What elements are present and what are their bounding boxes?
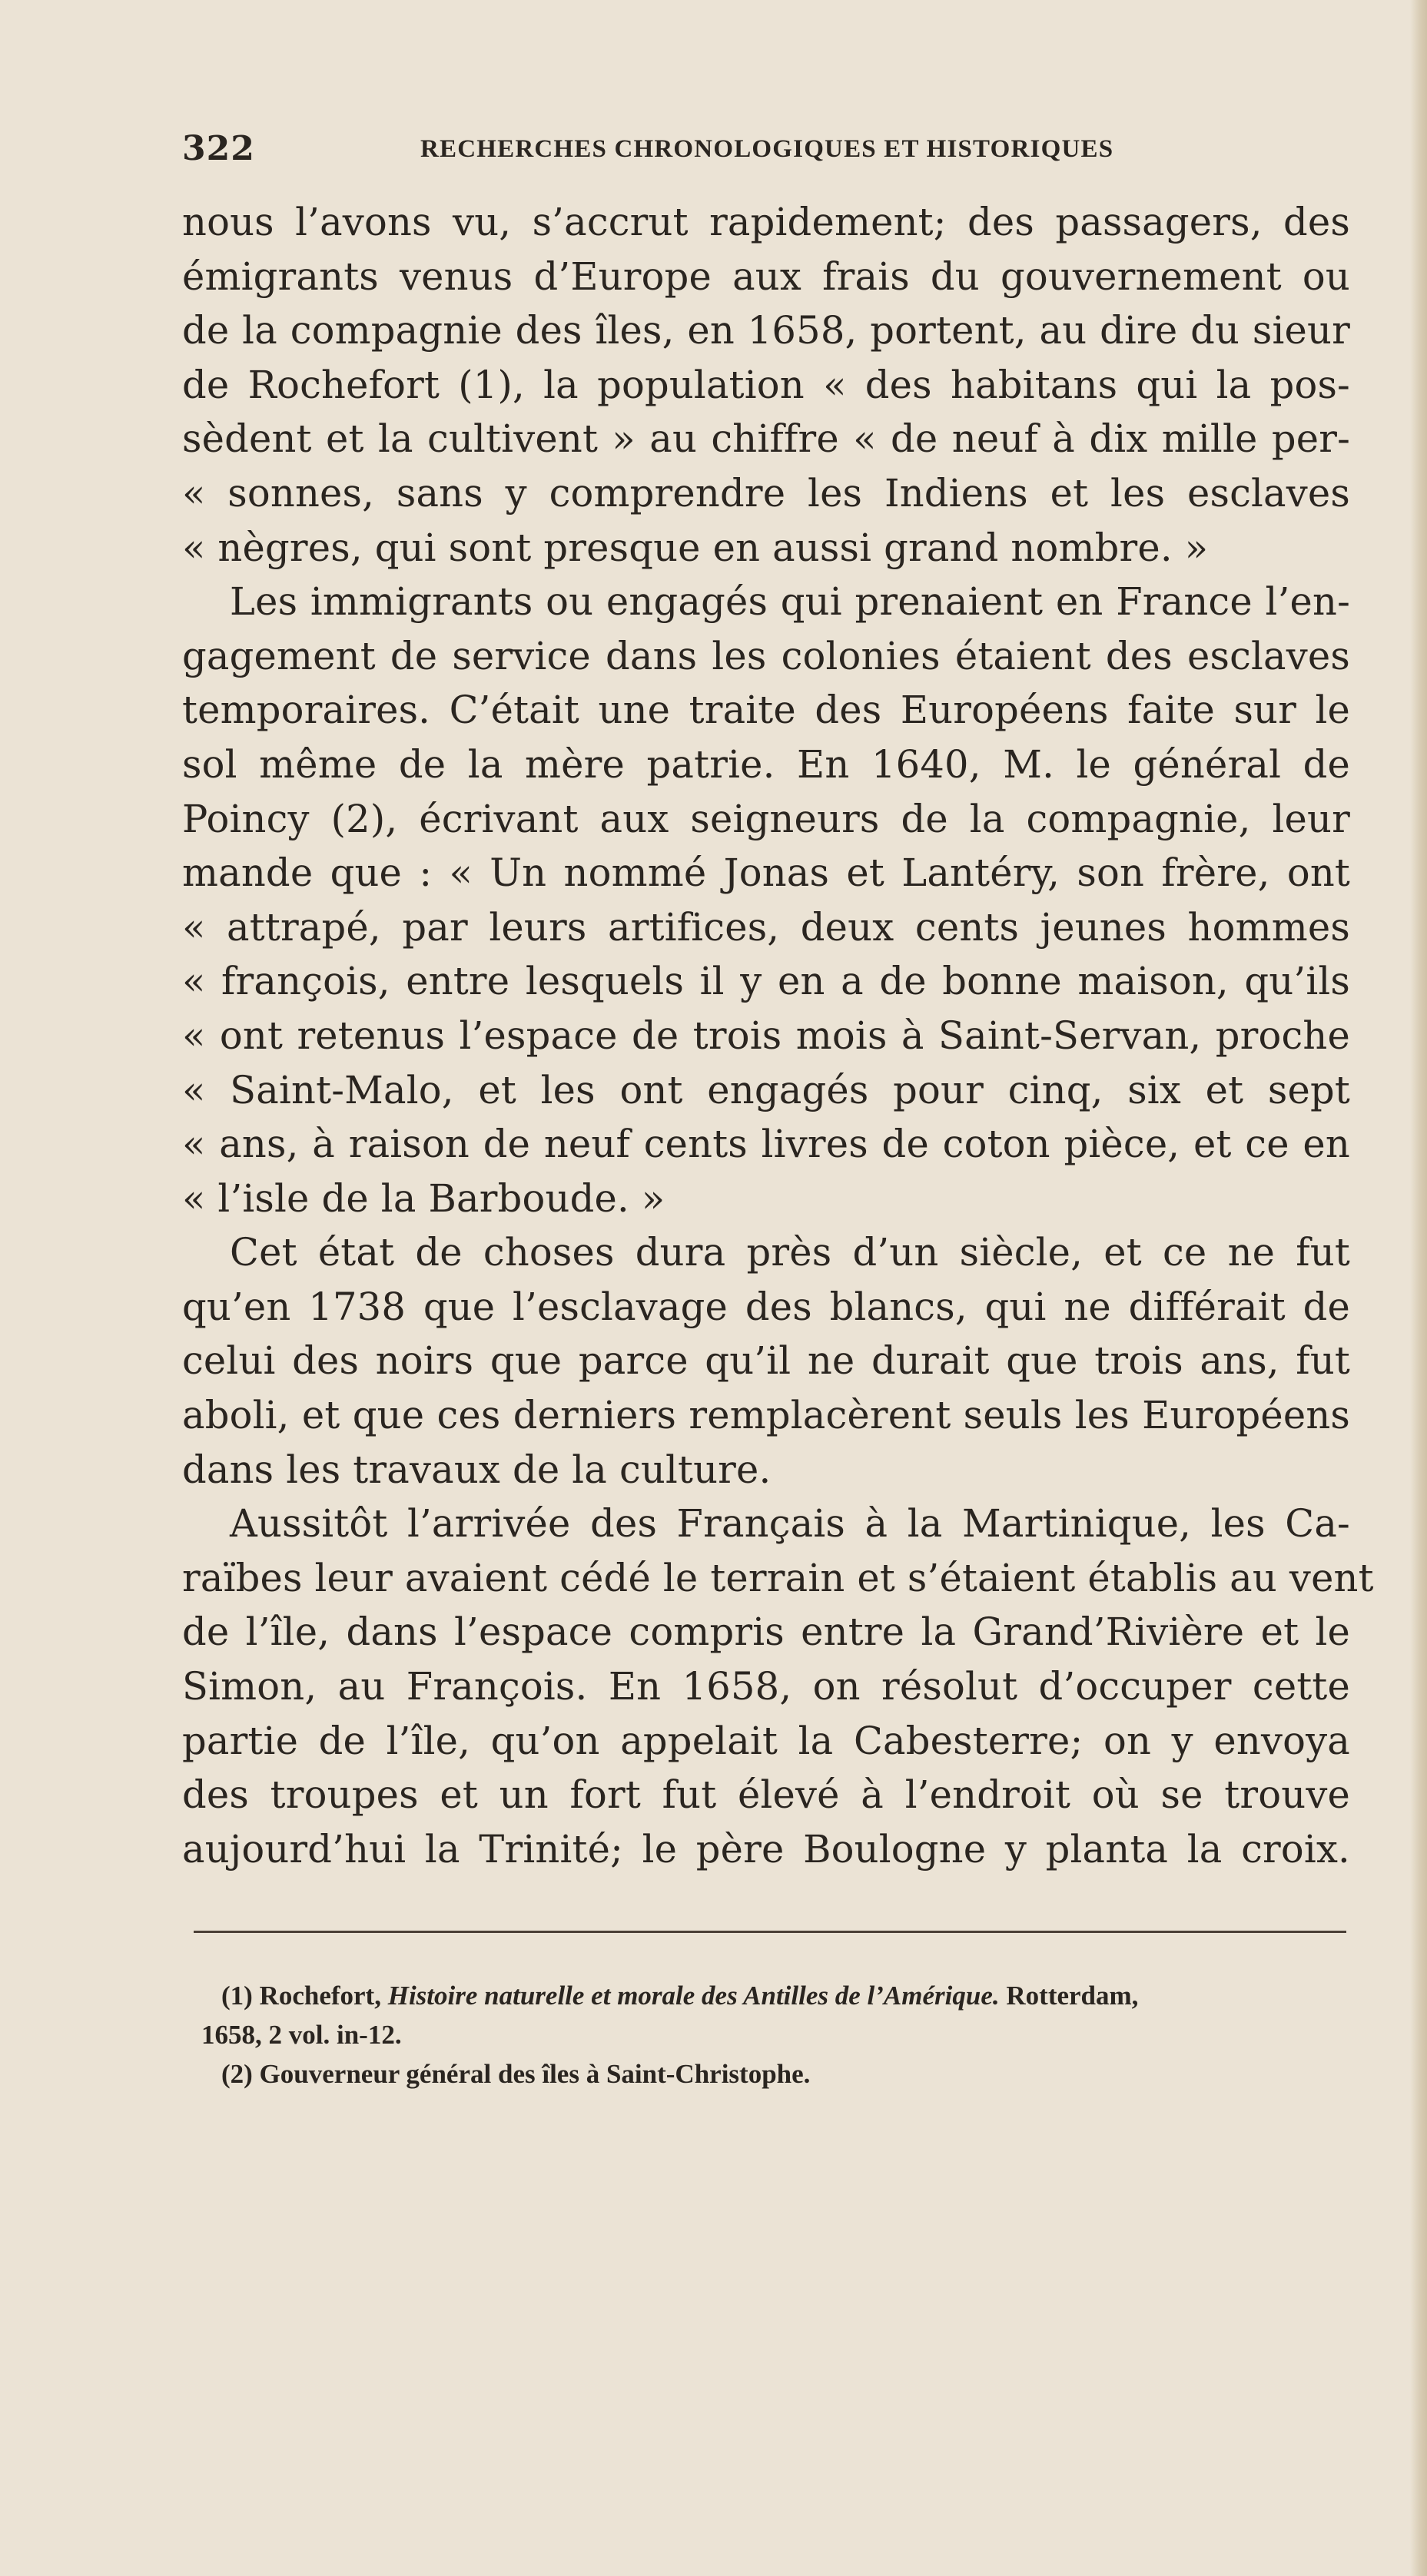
text-line: gagement de service dans les colonies étaient des esclaves — [182, 633, 1350, 678]
text-line: « ont retenus l’espace de trois mois à Saint-Servan, proche — [182, 1013, 1350, 1058]
footnote-2: (2) Gouverneur général des îles à Saint-Christophe. — [221, 2059, 811, 2089]
text-line: de la compagnie des îles, en 1658, portent, au dire du sieur — [182, 308, 1350, 353]
text-line: qu’en 1738 que l’esclavage des blancs, qui ne différait de — [182, 1284, 1350, 1329]
text-line: raïbes leur avaient cédé le terrain et s’étaient établis au vent — [182, 1555, 1374, 1600]
text-line: aboli, et que ces derniers remplacèrent seuls les Européens — [182, 1393, 1350, 1438]
footnote-1-suffix: Rotterdam, — [999, 1981, 1139, 2011]
footnote-1-prefix: (1) Rochefort, — [221, 1981, 388, 2011]
text-line: « sonnes, sans y comprendre les Indiens et les esclaves — [182, 470, 1350, 516]
footnote-rule — [194, 1931, 1346, 1933]
footnote-1-title: Histoire naturelle et morale des Antilles de l’Amérique. — [387, 1981, 1000, 2011]
text-line: « Saint-Malo, et les ont engagés pour cinq, six et sept — [182, 1067, 1350, 1112]
text-line: sèdent et la cultivent » au chiffre « de neuf à dix mille per- — [182, 416, 1350, 462]
text-line: « nègres, qui sont presque en aussi grand nombre. » — [182, 525, 1209, 570]
paragraph-start-line: Cet état de choses dura près d’un siècle, et ce ne fut — [230, 1230, 1350, 1275]
paragraph-start-line: Les immigrants ou engagés qui prenaient en France l’en- — [230, 579, 1350, 625]
paragraph-start-line: Aussitôt l’arrivée des Français à la Martinique, les Ca- — [230, 1501, 1350, 1547]
text-line: Simon, au François. En 1658, on résolut d’occuper cette — [182, 1664, 1350, 1709]
text-line: temporaires. C’était une traite des Européens faite sur le — [182, 688, 1350, 733]
text-line: partie de l’île, qu’on appelait la Cabesterre; on y envoya — [182, 1718, 1350, 1763]
text-line: celui des noirs que parce qu’il ne durait que trois ans, fut — [182, 1338, 1350, 1384]
text-line: « attrapé, par leurs artifices, deux cents jeunes hommes — [182, 904, 1350, 950]
text-line: émigrants venus d’Europe aux frais du gouvernement ou — [182, 254, 1350, 299]
text-line: nous l’avons vu, s’accrut rapidement; des passagers, des — [182, 200, 1350, 244]
text-line: « l’isle de la Barboude. » — [182, 1175, 665, 1221]
text-line: « françois, entre lesquels il y en a de bonne maison, qu’ils — [182, 959, 1350, 1004]
text-line: aujourd’hui la Trinité; le père Boulogne y planta la croix. — [182, 1826, 1350, 1871]
text-line: de Rochefort (1), la population « des habitans qui la pos- — [182, 362, 1350, 407]
text-line: mande que : « Un nommé Jonas et Lantéry, son frère, ont — [182, 850, 1350, 896]
text-line: « ans, à raison de neuf cents livres de coton pièce, et ce en — [182, 1122, 1350, 1167]
text-line: Poincy (2), écrivant aux seigneurs de la compagnie, leur — [182, 796, 1350, 841]
footnotes — [201, 1976, 1354, 2094]
text-line: de l’île, dans l’espace compris entre la Grand’Rivière et le — [182, 1610, 1350, 1655]
text-line: sol même de la mère patrie. En 1640, M. le général de — [182, 741, 1350, 787]
page-number: 322 — [182, 129, 255, 168]
footnote-1-continuation: 1658, 2 vol. in-12. — [201, 2020, 402, 2050]
body-text — [182, 195, 1374, 1876]
footnote-1 — [201, 1976, 1354, 2015]
page-edge-shadow — [1410, 0, 1427, 2576]
text-line: des troupes et un fort fut élevé à l’endroit où se trouve — [182, 1772, 1350, 1818]
running-head: RECHERCHES CHRONOLOGIQUES ET HISTORIQUES — [420, 135, 1114, 163]
text-line: dans les travaux de la culture. — [182, 1447, 772, 1492]
page-header — [182, 129, 1204, 175]
